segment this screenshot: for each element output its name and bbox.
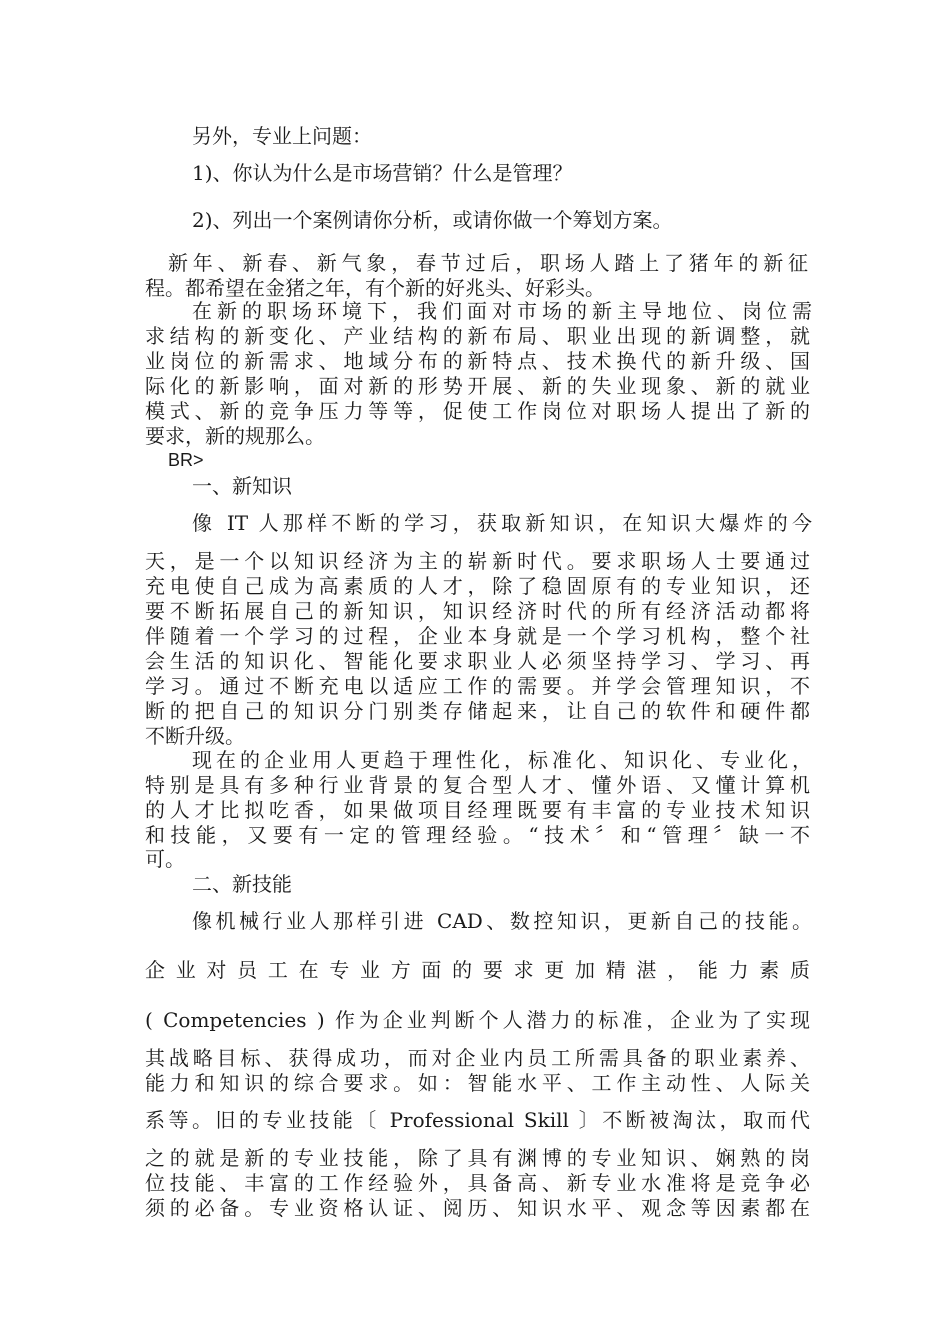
text-line: 新年、新春、新气象，春节过后，职场人踏上了猪年的新征 <box>168 251 808 275</box>
section-heading: 二、新技能 <box>192 872 292 896</box>
text-line: 天，是一个以知识经济为主的崭新时代。要求职场人士要通过 <box>145 549 810 573</box>
text-line: 特别是具有多种行业背景的复合型人才、懂外语、又懂计算机 <box>145 773 810 797</box>
text-line: 求结构的新变化、产业结构的新布局、职业出现的新调整，就 <box>145 324 810 348</box>
text-line: 系等。旧的专业技能〔 Professional Skill 〕不断被淘汰，取而代 <box>145 1108 810 1132</box>
text-line: 其战略目标、获得成功，而对企业内员工所需具备的职业素养、 <box>145 1046 810 1070</box>
text-line: 要求，新的规那么。 <box>145 424 325 448</box>
text-line: 之的就是新的专业技能，除了具有渊博的专业知识、娴熟的岗 <box>145 1146 810 1170</box>
text-line: 的人才比拟吃香，如果做项目经理既要有丰富的专业技术知识 <box>145 798 810 822</box>
text-line: 学习。通过不断充电以适应工作的需要。并学会管理知识，不 <box>145 674 810 698</box>
text-line: 须的必备。专业资格认证、阅历、知识水平、观念等因素都在 <box>145 1196 810 1220</box>
text-line: 像 IT 人那样不断的学习，获取新知识，在知识大爆炸的今 <box>192 511 812 535</box>
text-line: 像机械行业人那样引进 CAD、数控知识，更新自己的技能。 <box>192 909 812 933</box>
text-line: 不断升级。 <box>145 724 245 748</box>
numbered-question: 1)、你认为什么是市场营销？什么是管理？ <box>192 161 573 185</box>
text-line: 位技能、丰富的工作经验外，具备高、新专业水准将是竞争必 <box>145 1171 810 1195</box>
text-line: 程。都希望在金猪之年，有个新的好兆头、好彩头。 <box>145 276 605 300</box>
text-line: ( Competencies ) 作为企业判断个人潜力的标准，企业为了实现 <box>145 1008 810 1032</box>
text-line: 可。 <box>145 847 185 871</box>
text-line: 断的把自己的知识分门别类存储起来，让自己的软件和硬件都 <box>145 699 810 723</box>
text-line: 企业对员工在专业方面的要求更加精湛，能力素质 <box>145 958 810 982</box>
text-line: 和技能，又要有一定的管理经验。“技术〞和“管理〞缺一不 <box>145 823 810 847</box>
text-line: 模式、新的竞争压力等等，促使工作岗位对职场人提出了新的 <box>145 399 810 423</box>
text-line: 在新的职场环境下，我们面对市场的新主导地位、岗位需 <box>192 299 812 323</box>
text-line: 另外，专业上问题： <box>192 124 372 148</box>
numbered-question: 2)、列出一个案例请你分析，或请你做一个筹划方案。 <box>192 208 673 232</box>
text-line: 业岗位的新需求、地域分布的新特点、技术换代的新升级、国 <box>145 349 810 373</box>
text-line: 伴随着一个学习的过程，企业本身就是一个学习机构，整个社 <box>145 624 810 648</box>
section-heading: 一、新知识 <box>192 474 292 498</box>
text-line: 际化的新影响，面对新的形势开展、新的失业现象、新的就业 <box>145 374 810 398</box>
text-line: 会生活的知识化、智能化要求职业人必须坚持学习、学习、再 <box>145 649 810 673</box>
text-line: 现在的企业用人更趋于理性化，标准化、知识化、专业化， <box>192 748 812 772</box>
text-line: 能力和知识的综合要求。如：智能水平、工作主动性、人际关 <box>145 1071 810 1095</box>
text-line: 充电使自己成为高素质的人才，除了稳固原有的专业知识，还 <box>145 574 810 598</box>
text-line: 要不断拓展自己的新知识，知识经济时代的所有经济活动都将 <box>145 599 810 623</box>
stray-markup-text: BR> <box>168 450 204 470</box>
